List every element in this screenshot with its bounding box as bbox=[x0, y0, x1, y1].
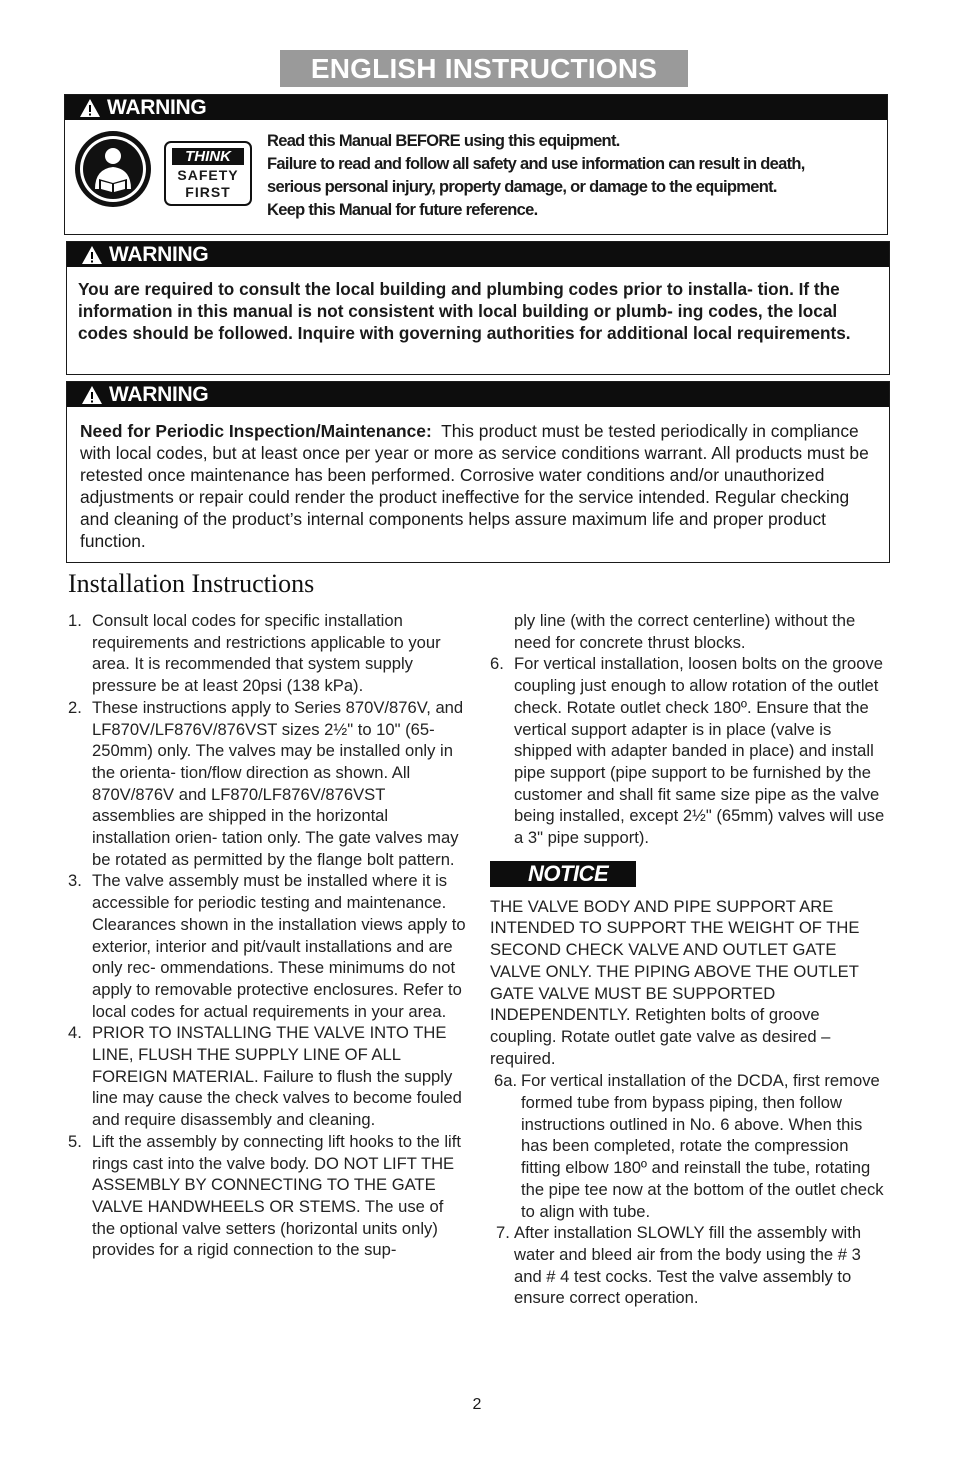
warning-codes-text: You are required to consult the local building and plumbing codes prior to installa- tion. If the information in this manual is not consistent with local building or plumb- ing codes, the local codes should be followed. Inquire with governing authorities for additional local requirements. bbox=[78, 279, 851, 343]
maintenance-lead: Need for Periodic Inspection/Maintenance: bbox=[80, 421, 432, 441]
item-text: Lift the assembly by connecting lift hooks to the lift rings cast into the valve body. DO NOT LIFT THE ASSEMBLY BY CONNECTING TO THE GATE VALVE HANDWHEELS OR STEMS. The use of the optional valve setters (horizontal units only) provides for a rigid connection to the sup- bbox=[92, 1131, 461, 1260]
warning-triangle-icon bbox=[79, 98, 101, 118]
warning-triangle-icon bbox=[81, 245, 103, 265]
section-title: Installation Instructions bbox=[68, 569, 315, 598]
instructions-left-column bbox=[68, 610, 466, 1261]
badge-first: FIRST bbox=[185, 184, 231, 200]
item-continuation: ply line (with the correct centerline) without the need for concrete thrust blocks. bbox=[514, 611, 856, 652]
item-text: PRIOR TO INSTALLING THE VALVE INTO THE LINE, FLUSH THE SUPPLY LINE OF ALL FOREIGN MATERIAL. Failure to flush the supply line may cause the check valves to become fouled and require disassembly and cleaning. bbox=[92, 1023, 462, 1130]
item-text: For vertical installation, loosen bolts on the groove coupling just enough to allow rotation of the outlet check. Rotate outlet check 180º. Ensure that the vertical support adapter is in place (valve is shipped with adapter banded in place) and install pipe support (pipe support to be furnished by the customer and shall fit same size pipe as the valve being installed, except 2½" (65mm) valves will use a 3" pipe support). bbox=[514, 654, 885, 848]
item-number: 6a. bbox=[494, 1071, 518, 1091]
item-text: These instructions apply to Series 870V/876V, and LF870V/LF876V/876VST sizes 2½" to 10" (65-250mm) only. The valves may be installed only in the orienta- tion/flow direction as shown. All 870V/876V and LF870/LF876V/876VST assemblies are shipped in the horizontal installation orien- tation only. The gate valves may be rotated as permitted by the flange bolt pattern. bbox=[92, 697, 464, 869]
notice-label: NOTICE bbox=[528, 860, 609, 886]
instruction-item bbox=[490, 1222, 890, 1309]
badge-think: THINK bbox=[172, 148, 244, 165]
item-number: 6. bbox=[490, 654, 504, 674]
instruction-item bbox=[68, 697, 466, 871]
badge-safety: SAFETY bbox=[177, 167, 239, 183]
warning-line: serious personal injury, property damage, or damage to the equipment. bbox=[267, 178, 777, 196]
warning-label: WARNING bbox=[107, 95, 207, 119]
item-number: 4. bbox=[68, 1023, 82, 1043]
maintenance-body: This product must be tested periodically in compliance with local codes, but at least once per year or more as service conditions warrant. All products must be retested once maintenance has been performed. Corrosive water conditions and/or unauthorized adjustments or repair could render the product ineffective for the service intended. Regular checking and cleaning of the product’s internal components helps assure maximum life and proper product function. bbox=[80, 421, 869, 551]
warning-line: Keep this Manual for future reference. bbox=[267, 201, 538, 219]
think-safety-first-badge bbox=[164, 141, 252, 206]
warning-header bbox=[67, 242, 889, 267]
item-number: 3. bbox=[68, 871, 82, 891]
instruction-item bbox=[490, 1070, 890, 1222]
item-number: 5. bbox=[68, 1131, 82, 1151]
warning-manual-text bbox=[267, 130, 877, 222]
item-number: 7. bbox=[496, 1223, 510, 1243]
page-number: 2 bbox=[472, 1396, 482, 1413]
read-manual-icon bbox=[73, 129, 153, 209]
instructions-right-column bbox=[490, 610, 890, 1309]
item-number: 2. bbox=[68, 697, 82, 717]
instruction-item bbox=[68, 870, 466, 1022]
instruction-item bbox=[68, 610, 466, 697]
warning-label: WARNING bbox=[109, 382, 209, 406]
instruction-item bbox=[68, 1131, 466, 1261]
warning-line: Read this Manual BEFORE using this equipment. bbox=[267, 132, 620, 150]
instruction-item bbox=[68, 1022, 466, 1131]
notice-text: THE VALVE BODY AND PIPE SUPPORT ARE INTENDED TO SUPPORT THE WEIGHT OF THE SECOND CHECK VALVE AND OUTLET GATE VALVE ONLY. THE PIPING ABOVE THE OUTLET GATE VALVE MUST BE SUPPORTED INDEPENDENTLY. Retighten bolts of groove coupling. Rotate outlet gate valve as desired – required. bbox=[490, 896, 860, 1068]
warning-header bbox=[65, 95, 887, 120]
page-title-banner bbox=[280, 50, 688, 87]
notice-header bbox=[490, 861, 636, 887]
item-number: 1. bbox=[68, 611, 82, 630]
warning-triangle-icon bbox=[81, 385, 103, 405]
warning-label: WARNING bbox=[109, 242, 209, 266]
item-text: For vertical installation of the DCDA, first remove formed tube from bypass piping, then follow instructions outlined in No. 6 above. When this has been completed, rotate the compression fitting elbow 180º and reinstall the tube, rotating the pipe tee now at the bottom of the outlet check to align with tube. bbox=[521, 1071, 884, 1221]
page-title: ENGLISH INSTRUCTIONS bbox=[310, 52, 658, 84]
warning-box-codes bbox=[66, 241, 890, 375]
item-text: Consult local codes for specific installation requirements and restrictions applicable to your area. It is recommended that system supply pressure be at least 20psi (138 kPa). bbox=[92, 611, 441, 696]
warning-line: Failure to read and follow all safety and use information can result in death, bbox=[267, 155, 805, 173]
instruction-item bbox=[490, 653, 890, 848]
warning-box-maintenance bbox=[66, 381, 890, 563]
warning-box-manual bbox=[64, 94, 888, 235]
item-text: The valve assembly must be installed where it is accessible for periodic testing and maintenance. Clearances shown in the installation views apply to exterior, interior and pit/vault installations and are only rec- ommendations. These minimums do not apply to removable protective enclosures. Refer to local codes for actual requirements in your area. bbox=[92, 871, 466, 1021]
warning-maintenance-text bbox=[80, 420, 880, 552]
warning-header bbox=[67, 382, 889, 407]
item-text: After installation SLOWLY fill the assembly with water and bleed air from the body using the # 3 and # 4 test cocks. Test the valve assembly to ensure correct operation. bbox=[514, 1223, 862, 1308]
